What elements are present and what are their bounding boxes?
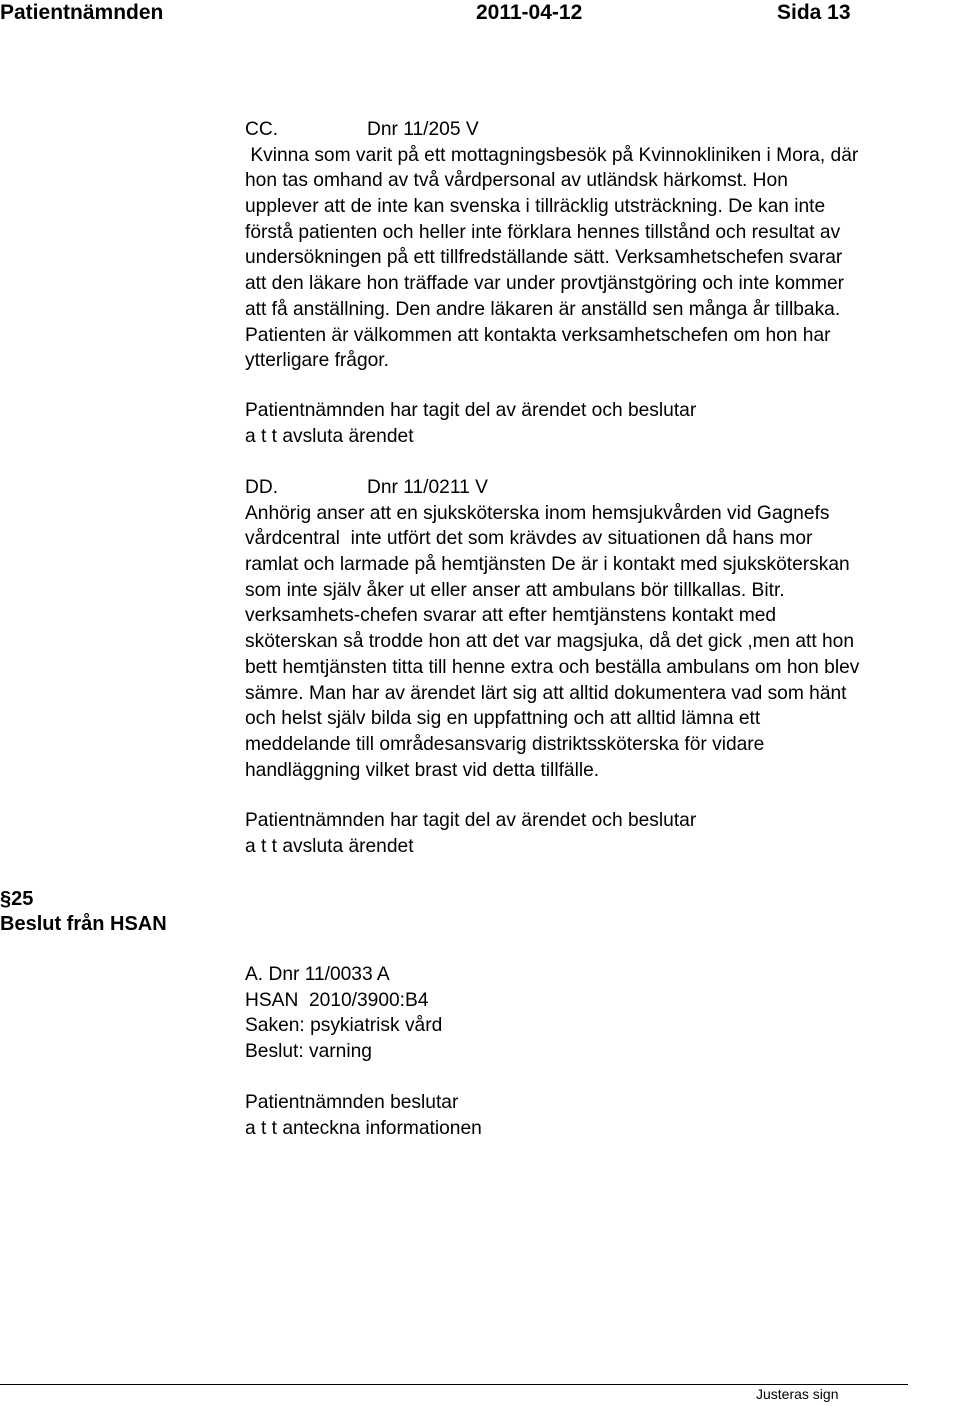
case-text-line: verksamhets-chefen svarar att efter hemtjänstens kontakt med bbox=[245, 605, 777, 627]
footer-divider bbox=[0, 1384, 908, 1385]
case-cc bbox=[245, 117, 960, 374]
case-text-line: Anhörig anser att en sjuksköterska inom hemsjukvården vid Gagnefs bbox=[245, 502, 830, 524]
decision-a bbox=[245, 1090, 960, 1141]
decision-line: Patientnämnden har tagit del av ärendet och beslutar bbox=[245, 400, 697, 421]
case-id: DD. bbox=[245, 477, 279, 498]
header-title: Patientnämnden bbox=[0, 1, 164, 24]
case-a bbox=[245, 962, 960, 1065]
case-dnr: Dnr 11/0211 V bbox=[367, 477, 488, 498]
case-text-line: Saken: psykiatrisk vård bbox=[245, 1015, 443, 1037]
case-text-line: upplever att de inte kan svenska i tillräcklig utsträckning. De kan inte bbox=[245, 196, 826, 218]
page-header bbox=[0, 0, 960, 30]
footer-sign-label: Justeras sign bbox=[756, 1386, 839, 1402]
decision-line: Patientnämnden har tagit del av ärendet och beslutar bbox=[245, 810, 697, 831]
case-text-line: Beslut: varning bbox=[245, 1041, 372, 1063]
case-dnr: Dnr 11/205 V bbox=[367, 119, 479, 140]
header-page-number: Sida 13 bbox=[777, 1, 851, 24]
decision-line: a t t avsluta ärendet bbox=[245, 425, 414, 447]
section-number: §25 bbox=[0, 888, 34, 910]
case-text-line: handläggning vilket brast vid detta tillfälle. bbox=[245, 759, 600, 781]
case-text-line: ramlat och larmade på hemtjänsten De är i kontakt med sjuksköterskan bbox=[245, 554, 850, 576]
decision-line: a t t anteckna informationen bbox=[245, 1117, 482, 1139]
case-text-line: Kvinna som varit på ett mottagningsbesök på Kvinnokliniken i Mora, där bbox=[245, 144, 859, 166]
case-text-line: förstå patienten och heller inte förklara hennes tillstånd och resultat av bbox=[245, 221, 841, 243]
decision-cc bbox=[245, 398, 960, 449]
section-25-heading bbox=[0, 887, 220, 937]
case-id: CC. bbox=[245, 119, 279, 140]
header-date: 2011-04-12 bbox=[476, 1, 583, 24]
case-text-line: sköterskan så trodde hon att det var magsjuka, då det gick ,men att hon bbox=[245, 631, 855, 653]
case-text-line: A. Dnr 11/0033 A bbox=[245, 964, 390, 985]
case-text-line: bett hemtjänsten titta till henne extra och beställa ambulans om hon blev bbox=[245, 656, 860, 678]
section-title: Beslut från HSAN bbox=[0, 913, 167, 935]
case-text-line: Patienten är välkommen att kontakta verksamhetschefen om hon har bbox=[245, 324, 831, 346]
case-text-line: ytterligare frågor. bbox=[245, 350, 389, 372]
case-text-line: vårdcentral inte utfört det som krävdes av situationen då hans mor bbox=[245, 528, 813, 550]
decision-line: Patientnämnden beslutar bbox=[245, 1092, 459, 1113]
decision-dd bbox=[245, 808, 960, 859]
decision-line: a t t avsluta ärendet bbox=[245, 835, 414, 857]
case-text-line: HSAN 2010/3900:B4 bbox=[245, 989, 429, 1011]
case-text-line: som inte själv åker ut eller anser att ambulans bör tillkallas. Bitr. bbox=[245, 579, 785, 601]
case-heading bbox=[245, 117, 960, 143]
case-text-line: att få anställning. Den andre läkaren är anställd sen många år tillbaka. bbox=[245, 298, 841, 320]
case-text-line: sämre. Man har av ärendet lärt sig att alltid dokumentera vad som hänt bbox=[245, 682, 847, 704]
case-text-line: hon tas omhand av två vårdpersonal av utländsk härkomst. Hon bbox=[245, 170, 788, 192]
case-text-line: och helst själv bilda sig en uppfattning och att alltid lämna ett bbox=[245, 708, 761, 730]
case-dd bbox=[245, 475, 960, 783]
case-text-line: att den läkare hon träffade var under provtjänstgöring och inte kommer bbox=[245, 273, 845, 295]
case-heading bbox=[245, 475, 960, 501]
case-text-line: meddelande till områdesansvarig distriktssköterska för vidare bbox=[245, 733, 765, 755]
case-text-line: undersökningen på ett tillfredställande sätt. Verksamhetschefen svarar bbox=[245, 247, 843, 269]
